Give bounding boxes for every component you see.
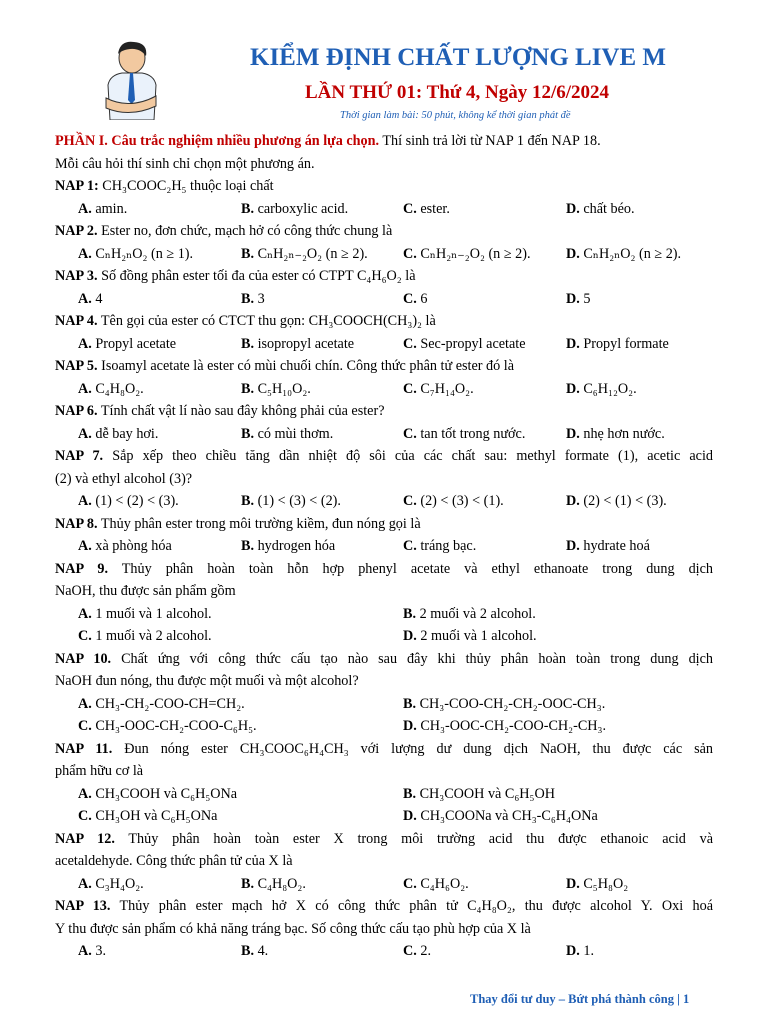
answer-option[interactable] bbox=[78, 783, 237, 806]
options-row bbox=[55, 873, 713, 896]
answer-option[interactable] bbox=[403, 693, 605, 716]
answer-option[interactable] bbox=[78, 288, 102, 311]
option-letter: A. bbox=[78, 335, 92, 352]
option-text: isopropyl acetate bbox=[254, 335, 355, 352]
question-text: Isoamyl acetate là ester có mùi chuối chín. Công thức phân tử ester đó là bbox=[97, 358, 515, 374]
option-text: CH₃-OOC-CH₂-COO-CH₂-CH₃. bbox=[416, 718, 607, 734]
answer-option[interactable] bbox=[78, 490, 179, 513]
question-text: Thủy phân ester mạch hở X có công thức phân tử C₄H₈O₂, thu được alcohol Y. Oxi hoá bbox=[110, 898, 713, 914]
option-text: nhẹ hơn nước. bbox=[579, 425, 665, 442]
option-text: C₄H₈O₂. bbox=[91, 380, 144, 397]
option-letter: C. bbox=[78, 808, 92, 824]
answer-option[interactable] bbox=[241, 873, 306, 896]
option-letter: C. bbox=[403, 493, 417, 509]
answer-option[interactable] bbox=[403, 490, 504, 513]
question-text-cont: NaOH đun nóng, thu được một muối và một alcohol? bbox=[55, 673, 359, 689]
question-stem bbox=[55, 400, 713, 423]
question-number: NAP 7. bbox=[55, 448, 104, 464]
question-number: NAP 2. bbox=[55, 223, 98, 239]
option-text: (2) < (3) < (1). bbox=[416, 493, 504, 509]
option-text: hydrogen hóa bbox=[254, 538, 336, 554]
question-text: Đun nóng ester CH₃COOC₆H₄CH₃ với lượng dư dung dịch NaOH, thu được các sản bbox=[112, 740, 713, 757]
option-letter: C. bbox=[403, 290, 417, 307]
option-text: CH₃OH và C₆H₅ONa bbox=[91, 808, 218, 824]
exam-time-note: Thời gian làm bài: 50 phút, không kể thời gian phát đề bbox=[340, 110, 571, 121]
question-number: NAP 6. bbox=[55, 403, 98, 419]
answer-option[interactable] bbox=[403, 783, 555, 806]
option-letter: A. bbox=[78, 605, 92, 622]
option-letter: C. bbox=[403, 200, 417, 217]
option-letter: C. bbox=[78, 628, 92, 644]
option-letter: B. bbox=[241, 875, 255, 892]
option-text: carboxylic acid. bbox=[254, 200, 349, 217]
option-letter: C. bbox=[403, 335, 417, 352]
answer-option[interactable] bbox=[78, 940, 106, 963]
answer-option[interactable] bbox=[403, 715, 606, 738]
option-text: chất béo. bbox=[579, 200, 635, 217]
question-text: Chất ứng với công thức cấu tạo nào sau đây khi thủy phân hoàn toàn trong dung dịch bbox=[111, 650, 713, 667]
answer-option[interactable] bbox=[78, 715, 257, 738]
option-text: 2. bbox=[416, 943, 431, 959]
student-mascot-logo bbox=[100, 40, 160, 120]
question-number: NAP 5. bbox=[55, 358, 98, 374]
options-row bbox=[55, 243, 713, 266]
part-intro-text: Thí sinh trả lời từ NAP 1 đến NAP 18. bbox=[382, 133, 601, 149]
option-letter: A. bbox=[78, 245, 92, 262]
answer-option[interactable] bbox=[78, 333, 176, 356]
option-letter: D. bbox=[566, 875, 580, 892]
option-text: 1 muối và 1 alcohol. bbox=[91, 605, 212, 622]
option-letter: C. bbox=[403, 943, 417, 959]
answer-option[interactable] bbox=[78, 198, 127, 221]
option-letter: D. bbox=[403, 718, 417, 734]
question-text-cont: phẩm hữu cơ là bbox=[55, 763, 144, 779]
answer-option[interactable] bbox=[566, 378, 637, 401]
answer-option[interactable] bbox=[78, 243, 193, 266]
option-letter: D. bbox=[403, 808, 417, 824]
options-row bbox=[55, 940, 713, 963]
option-text: CH₃-OOC-CH₂-COO-C₆H₅. bbox=[91, 718, 257, 734]
question-text-cont: acetaldehyde. Công thức phân tử của X là bbox=[55, 853, 293, 869]
option-text: 1 muối và 2 alcohol. bbox=[91, 628, 212, 644]
answer-option[interactable] bbox=[403, 198, 450, 221]
answer-option[interactable] bbox=[403, 535, 476, 558]
option-letter: C. bbox=[403, 245, 417, 262]
options-row bbox=[55, 715, 713, 738]
option-text: Propyl formate bbox=[579, 335, 669, 352]
option-letter: D. bbox=[566, 943, 580, 959]
option-letter: D. bbox=[566, 380, 580, 397]
options-row bbox=[55, 783, 713, 806]
answer-option[interactable] bbox=[566, 333, 669, 356]
question-text: CH₃COOC₂H₅ thuộc loại chất bbox=[98, 178, 274, 194]
option-letter: A. bbox=[78, 538, 92, 554]
question-text: Thủy phân ester trong môi trường kiềm, đun nóng gọi là bbox=[97, 515, 421, 532]
exam-content bbox=[55, 130, 713, 963]
answer-option[interactable] bbox=[78, 873, 144, 896]
question-text: Ester no, đơn chức, mạch hở có công thức chung là bbox=[97, 223, 393, 239]
option-text: CH₃COOH và C₆H₅ONa bbox=[91, 785, 238, 802]
option-text: C₄H₆O₂. bbox=[416, 875, 469, 892]
answer-option[interactable] bbox=[403, 288, 427, 311]
question-stem bbox=[55, 355, 713, 378]
option-letter: C. bbox=[403, 380, 417, 397]
option-text: có mùi thơm. bbox=[254, 425, 334, 442]
page-header bbox=[0, 0, 768, 125]
option-letter: B. bbox=[403, 785, 417, 802]
answer-option[interactable] bbox=[78, 603, 212, 626]
option-letter: B. bbox=[241, 493, 255, 509]
option-text: C₆H₁₂O₂. bbox=[579, 380, 637, 397]
option-letter: D. bbox=[566, 290, 580, 307]
option-text: tan tốt trong nước. bbox=[416, 425, 526, 442]
answer-option[interactable] bbox=[566, 535, 650, 558]
question-text: Số đồng phân ester tối đa của ester có CTPT C₄H₆O₂ là bbox=[97, 268, 416, 284]
question-stem bbox=[55, 175, 713, 198]
question-text: Thủy phân hoàn toàn hỗn hợp phenyl acetate và ethyl ethanoate trong dung dịch bbox=[108, 560, 713, 577]
question-number: NAP 1: bbox=[55, 178, 99, 194]
answer-option[interactable] bbox=[241, 333, 354, 356]
page-footer: Thay đổi tư duy – Bứt phá thành công | 1 bbox=[470, 992, 690, 1006]
question-stem bbox=[55, 265, 713, 288]
option-letter: C. bbox=[403, 538, 417, 554]
option-letter: C. bbox=[78, 718, 92, 734]
answer-option[interactable] bbox=[241, 288, 265, 311]
answer-option[interactable] bbox=[403, 873, 469, 896]
answer-option[interactable] bbox=[241, 535, 335, 558]
answer-option[interactable] bbox=[241, 243, 368, 266]
option-text: 4 bbox=[91, 290, 103, 307]
options-row bbox=[55, 490, 713, 513]
question-text-cont: Y thu được sản phẩm có khả năng tráng bạc. Số công thức cấu tạo phù hợp của X là bbox=[55, 920, 531, 937]
option-text: C₄H₈O₂. bbox=[254, 875, 306, 892]
option-letter: A. bbox=[78, 943, 92, 959]
part-intro-line2: Mỗi câu hỏi thí sinh chỉ chọn một phương án. bbox=[55, 155, 315, 172]
options-row bbox=[55, 693, 713, 716]
options-row bbox=[55, 535, 713, 558]
option-letter: D. bbox=[566, 200, 580, 217]
option-letter: D. bbox=[566, 425, 580, 442]
question-text-cont: (2) và ethyl alcohol (3)? bbox=[55, 470, 193, 487]
question-number: NAP 3. bbox=[55, 268, 98, 284]
answer-option[interactable] bbox=[241, 490, 341, 513]
answer-option[interactable] bbox=[566, 288, 590, 311]
option-text: CH₃-CH₂-COO-CH=CH₂. bbox=[91, 695, 245, 712]
question-text-cont: NaOH, thu được sản phẩm gồm bbox=[55, 583, 236, 599]
page-title: KIỂM ĐỊNH CHẤT LƯỢNG LIVE M bbox=[250, 44, 667, 71]
question-stem bbox=[55, 738, 713, 761]
option-text: Propyl acetate bbox=[91, 335, 177, 352]
option-letter: A. bbox=[78, 785, 92, 802]
option-text: C₅H₈O₂ bbox=[579, 875, 629, 892]
answer-option[interactable] bbox=[403, 805, 598, 828]
question-text: Sắp xếp theo chiều tăng dần nhiệt độ sôi của các chất sau: methyl formate (1), acetic acid bbox=[103, 448, 713, 464]
answer-option[interactable] bbox=[78, 805, 217, 828]
option-letter: B. bbox=[241, 538, 255, 554]
option-text: 2 muối và 1 alcohol. bbox=[416, 628, 537, 644]
question-number: NAP 9. bbox=[55, 560, 109, 577]
part-intro bbox=[55, 130, 713, 153]
answer-option[interactable] bbox=[566, 423, 665, 446]
option-text: CₙH₂ₙO₂ (n ≥ 1). bbox=[91, 245, 194, 262]
question-number: NAP 4. bbox=[55, 313, 98, 329]
answer-option[interactable] bbox=[241, 940, 268, 963]
options-row bbox=[55, 625, 713, 648]
option-text: C₇H₁₄O₂. bbox=[416, 380, 474, 397]
question-stem bbox=[55, 310, 713, 333]
question-number: NAP 8. bbox=[55, 515, 98, 532]
answer-option[interactable] bbox=[403, 625, 537, 648]
exam-subtitle: LẦN THỨ 01: Thứ 4, Ngày 12/6/2024 bbox=[305, 82, 609, 103]
question-number: NAP 11. bbox=[55, 740, 113, 757]
question-stem bbox=[55, 648, 713, 671]
option-text: 4. bbox=[254, 943, 269, 959]
question-stem bbox=[55, 445, 713, 468]
option-text: Sec-propyl acetate bbox=[416, 335, 526, 352]
answer-option[interactable] bbox=[566, 198, 635, 221]
option-letter: B. bbox=[403, 695, 417, 712]
options-row bbox=[55, 603, 713, 626]
question-stem bbox=[55, 220, 713, 243]
options-row bbox=[55, 198, 713, 221]
option-text: 5 bbox=[579, 290, 591, 307]
options-row bbox=[55, 378, 713, 401]
option-letter: D. bbox=[566, 538, 580, 554]
option-letter: B. bbox=[241, 943, 255, 959]
option-letter: C. bbox=[403, 425, 417, 442]
option-text: CH₃COOH và C₆H₅OH bbox=[416, 785, 555, 802]
option-text: CH₃COONa và CH₃-C₆H₄ONa bbox=[416, 808, 598, 824]
answer-option[interactable] bbox=[78, 423, 158, 446]
answer-option[interactable] bbox=[241, 198, 348, 221]
answer-option[interactable] bbox=[241, 378, 311, 401]
option-text: 6 bbox=[416, 290, 428, 307]
question-text: Tính chất vật lí nào sau đây không phải của ester? bbox=[97, 403, 385, 419]
option-letter: B. bbox=[241, 245, 255, 262]
option-letter: A. bbox=[78, 425, 92, 442]
option-letter: D. bbox=[566, 493, 580, 509]
option-text: ester. bbox=[416, 200, 450, 217]
option-letter: A. bbox=[78, 875, 92, 892]
question-number: NAP 12. bbox=[55, 830, 115, 847]
option-letter: C. bbox=[403, 875, 417, 892]
option-letter: A. bbox=[78, 493, 92, 509]
option-letter: A. bbox=[78, 380, 92, 397]
option-letter: A. bbox=[78, 290, 92, 307]
question-text: Tên gọi của ester có CTCT thu gọn: CH₃COOCH(CH₃)₂ là bbox=[97, 313, 436, 329]
part-heading: PHẦN I. Câu trắc nghiệm nhiều phương án lựa chọn. bbox=[55, 133, 380, 149]
question-stem bbox=[55, 895, 713, 918]
option-letter: B. bbox=[241, 380, 255, 397]
option-text: hydrate hoá bbox=[579, 538, 650, 554]
answer-option[interactable] bbox=[403, 243, 531, 266]
option-text: C₅H₁₀O₂. bbox=[254, 380, 311, 397]
option-text: 2 muối và 2 alcohol. bbox=[416, 605, 536, 622]
answer-option[interactable] bbox=[566, 873, 628, 896]
answer-option[interactable] bbox=[403, 333, 526, 356]
question-stem bbox=[55, 558, 713, 581]
option-letter: B. bbox=[241, 290, 255, 307]
options-row bbox=[55, 423, 713, 446]
answer-option[interactable] bbox=[403, 378, 474, 401]
question-stem bbox=[55, 828, 713, 851]
options-row bbox=[55, 333, 713, 356]
option-text: (1) < (2) < (3). bbox=[91, 493, 179, 509]
answer-option[interactable] bbox=[241, 423, 333, 446]
option-text: C₃H₄O₂. bbox=[91, 875, 144, 892]
answer-option[interactable] bbox=[403, 603, 536, 626]
question-stem bbox=[55, 513, 713, 536]
answer-option[interactable] bbox=[78, 693, 245, 716]
answer-option[interactable] bbox=[566, 243, 681, 266]
question-number: NAP 13. bbox=[55, 898, 111, 914]
option-text: 1. bbox=[579, 943, 594, 959]
answer-option[interactable] bbox=[403, 423, 525, 446]
question-number: NAP 10. bbox=[55, 650, 112, 667]
question-list bbox=[55, 175, 713, 963]
options-row bbox=[55, 288, 713, 311]
option-text: CₙH₂ₙ₋₂O₂ (n ≥ 2). bbox=[416, 245, 531, 262]
option-letter: D. bbox=[566, 245, 580, 262]
answer-option[interactable] bbox=[566, 940, 594, 963]
option-letter: A. bbox=[78, 200, 92, 217]
option-text: CₙH₂ₙ₋₂O₂ (n ≥ 2). bbox=[254, 245, 368, 262]
option-letter: B. bbox=[241, 425, 255, 442]
option-text: 3 bbox=[254, 290, 265, 307]
option-text: amin. bbox=[91, 200, 128, 217]
answer-option[interactable] bbox=[78, 625, 212, 648]
option-text: CₙH₂ₙO₂ (n ≥ 2). bbox=[579, 245, 682, 262]
option-text: (2) < (1) < (3). bbox=[579, 493, 667, 509]
option-letter: D. bbox=[566, 335, 580, 352]
answer-option[interactable] bbox=[78, 535, 172, 558]
answer-option[interactable] bbox=[78, 378, 144, 401]
option-text: tráng bạc. bbox=[416, 538, 477, 554]
option-text: (1) < (3) < (2). bbox=[254, 493, 341, 509]
option-text: 3. bbox=[91, 943, 106, 959]
option-text: dễ bay hơi. bbox=[91, 425, 159, 442]
answer-option[interactable] bbox=[403, 940, 431, 963]
options-row bbox=[55, 805, 713, 828]
answer-option[interactable] bbox=[566, 490, 667, 513]
question-text: Thủy phân hoàn toàn ester X trong môi trường acid thu được ethanoic acid và bbox=[114, 830, 713, 847]
option-letter: D. bbox=[403, 628, 417, 644]
option-text: CH₃-COO-CH₂-CH₂-OOC-CH₃. bbox=[416, 695, 606, 712]
option-letter: B. bbox=[241, 335, 255, 352]
option-letter: B. bbox=[241, 200, 255, 217]
option-letter: A. bbox=[78, 695, 92, 712]
option-text: xà phòng hóa bbox=[91, 538, 172, 554]
option-letter: B. bbox=[403, 605, 417, 622]
